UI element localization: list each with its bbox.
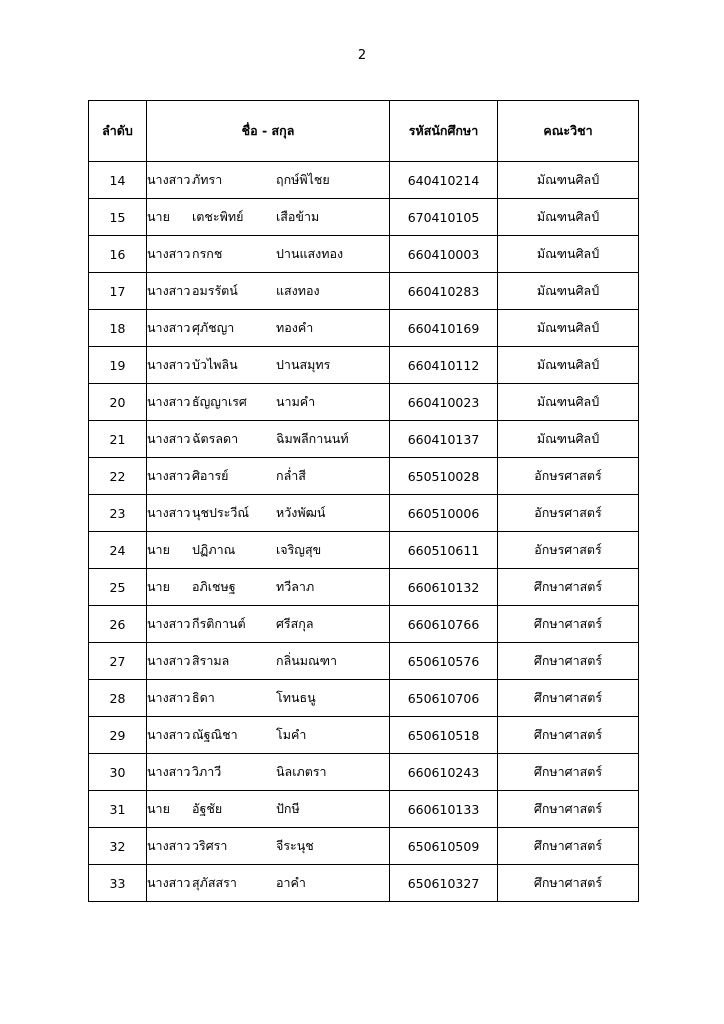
name-group bbox=[147, 688, 389, 708]
last-name: ปานสมุทร bbox=[276, 357, 331, 372]
name-group bbox=[147, 873, 389, 893]
last-name: กลิ่นมณฑา bbox=[276, 653, 338, 668]
last-name: นิลเภตรา bbox=[276, 764, 327, 779]
first-name: บัวไพลิน bbox=[192, 357, 238, 372]
cell-order: 33 bbox=[89, 865, 147, 902]
header-order: ลำดับ bbox=[89, 101, 147, 162]
cell-order: 16 bbox=[89, 236, 147, 273]
table-row bbox=[89, 458, 639, 495]
last-name: กล่ำสี bbox=[276, 468, 306, 483]
name-group bbox=[147, 836, 389, 856]
cell-student-id: 660610243 bbox=[390, 754, 498, 791]
first-name: ศิอารย์ bbox=[192, 468, 229, 483]
cell-faculty: ศึกษาศาสตร์ bbox=[498, 606, 639, 643]
cell-faculty: มัณฑนศิลป์ bbox=[498, 162, 639, 199]
last-name: โมคำ bbox=[276, 727, 307, 742]
table-row bbox=[89, 754, 639, 791]
name-title: นาย bbox=[147, 209, 170, 224]
cell-order: 25 bbox=[89, 569, 147, 606]
name-title: นางสาว bbox=[147, 357, 191, 372]
cell-name bbox=[147, 236, 390, 273]
cell-student-id: 660510006 bbox=[390, 495, 498, 532]
cell-order: 32 bbox=[89, 828, 147, 865]
name-title: นางสาว bbox=[147, 246, 191, 261]
cell-order: 14 bbox=[89, 162, 147, 199]
cell-student-id: 650610509 bbox=[390, 828, 498, 865]
cell-faculty: ศึกษาศาสตร์ bbox=[498, 828, 639, 865]
last-name: เจริญสุข bbox=[276, 542, 322, 557]
name-title: นางสาว bbox=[147, 838, 191, 853]
student-table bbox=[88, 100, 639, 902]
cell-name bbox=[147, 199, 390, 236]
last-name: อาคำ bbox=[276, 875, 306, 890]
cell-student-id: 660410112 bbox=[390, 347, 498, 384]
table-row bbox=[89, 199, 639, 236]
cell-faculty: ศึกษาศาสตร์ bbox=[498, 791, 639, 828]
table-row bbox=[89, 384, 639, 421]
cell-faculty: อักษรศาสตร์ bbox=[498, 532, 639, 569]
name-title: นางสาว bbox=[147, 616, 191, 631]
last-name: ทองคำ bbox=[276, 320, 314, 335]
name-title: นางสาว bbox=[147, 505, 191, 520]
cell-order: 21 bbox=[89, 421, 147, 458]
cell-student-id: 660610132 bbox=[390, 569, 498, 606]
table-row bbox=[89, 532, 639, 569]
name-group bbox=[147, 799, 389, 819]
cell-name bbox=[147, 347, 390, 384]
cell-faculty: มัณฑนศิลป์ bbox=[498, 236, 639, 273]
table-row bbox=[89, 717, 639, 754]
name-group bbox=[147, 281, 389, 301]
name-title: นางสาว bbox=[147, 283, 191, 298]
first-name: ภัทรา bbox=[192, 172, 223, 187]
cell-student-id: 660610133 bbox=[390, 791, 498, 828]
cell-student-id: 650510028 bbox=[390, 458, 498, 495]
last-name: นามคำ bbox=[276, 394, 316, 409]
cell-faculty: อักษรศาสตร์ bbox=[498, 495, 639, 532]
first-name: ปฏิภาณ bbox=[192, 542, 236, 557]
cell-student-id: 660410169 bbox=[390, 310, 498, 347]
name-title: นางสาว bbox=[147, 764, 191, 779]
name-group bbox=[147, 355, 389, 375]
cell-name bbox=[147, 310, 390, 347]
cell-student-id: 660510611 bbox=[390, 532, 498, 569]
table-row bbox=[89, 569, 639, 606]
cell-faculty: ศึกษาศาสตร์ bbox=[498, 717, 639, 754]
cell-name bbox=[147, 458, 390, 495]
name-title: นางสาว bbox=[147, 875, 191, 890]
name-group bbox=[147, 651, 389, 671]
cell-student-id: 650610706 bbox=[390, 680, 498, 717]
name-group bbox=[147, 429, 389, 449]
page-number: 2 bbox=[357, 48, 367, 63]
table-row bbox=[89, 347, 639, 384]
cell-name bbox=[147, 828, 390, 865]
name-group bbox=[147, 762, 389, 782]
cell-name bbox=[147, 643, 390, 680]
header-name: ชื่อ - สกุล bbox=[147, 101, 390, 162]
table-row bbox=[89, 606, 639, 643]
name-group bbox=[147, 244, 389, 264]
cell-order: 27 bbox=[89, 643, 147, 680]
first-name: ฉัตรลดา bbox=[192, 431, 239, 446]
name-group bbox=[147, 577, 389, 597]
cell-name bbox=[147, 495, 390, 532]
first-name: ธัญญาเรศ bbox=[192, 394, 247, 409]
first-name: กรกช bbox=[192, 246, 223, 261]
cell-student-id: 640410214 bbox=[390, 162, 498, 199]
cell-order: 20 bbox=[89, 384, 147, 421]
header-student-id: รหัสนักศึกษา bbox=[390, 101, 498, 162]
first-name: สุภัสสรา bbox=[192, 875, 237, 890]
table-row bbox=[89, 791, 639, 828]
first-name: ศุภัชญา bbox=[192, 320, 235, 335]
name-group bbox=[147, 170, 389, 190]
header-faculty: คณะวิชา bbox=[498, 101, 639, 162]
first-name: ณัฐณิชา bbox=[192, 727, 238, 742]
first-name: นุชประวีณ์ bbox=[192, 505, 250, 520]
name-title: นางสาว bbox=[147, 394, 191, 409]
cell-order: 22 bbox=[89, 458, 147, 495]
table-row bbox=[89, 680, 639, 717]
last-name: ฤกษ์พิไชย bbox=[276, 172, 330, 187]
cell-name bbox=[147, 569, 390, 606]
table-row bbox=[89, 643, 639, 680]
cell-student-id: 660610766 bbox=[390, 606, 498, 643]
name-group bbox=[147, 207, 389, 227]
cell-order: 30 bbox=[89, 754, 147, 791]
cell-order: 23 bbox=[89, 495, 147, 532]
cell-order: 17 bbox=[89, 273, 147, 310]
name-title: นางสาว bbox=[147, 468, 191, 483]
cell-faculty: ศึกษาศาสตร์ bbox=[498, 865, 639, 902]
cell-student-id: 660410023 bbox=[390, 384, 498, 421]
cell-order: 26 bbox=[89, 606, 147, 643]
cell-name bbox=[147, 865, 390, 902]
first-name: อภิเชษฐ bbox=[192, 579, 236, 594]
last-name: ปักษี bbox=[276, 801, 300, 816]
cell-name bbox=[147, 384, 390, 421]
name-group bbox=[147, 318, 389, 338]
name-group bbox=[147, 466, 389, 486]
cell-student-id: 660410137 bbox=[390, 421, 498, 458]
first-name: ธิดา bbox=[192, 690, 215, 705]
name-group bbox=[147, 392, 389, 412]
cell-faculty: มัณฑนศิลป์ bbox=[498, 347, 639, 384]
cell-name bbox=[147, 606, 390, 643]
first-name: เตชะพิทย์ bbox=[192, 209, 244, 224]
cell-student-id: 670410105 bbox=[390, 199, 498, 236]
cell-faculty: มัณฑนศิลป์ bbox=[498, 384, 639, 421]
name-title: นางสาว bbox=[147, 653, 191, 668]
table-row bbox=[89, 828, 639, 865]
name-title: นาย bbox=[147, 801, 170, 816]
cell-faculty: ศึกษาศาสตร์ bbox=[498, 680, 639, 717]
name-group bbox=[147, 540, 389, 560]
cell-order: 15 bbox=[89, 199, 147, 236]
name-group bbox=[147, 614, 389, 634]
first-name: อมรรัตน์ bbox=[192, 283, 238, 298]
cell-student-id: 660410283 bbox=[390, 273, 498, 310]
table-row bbox=[89, 495, 639, 532]
cell-name bbox=[147, 421, 390, 458]
name-group bbox=[147, 503, 389, 523]
cell-name bbox=[147, 791, 390, 828]
name-title: นางสาว bbox=[147, 727, 191, 742]
cell-faculty: มัณฑนศิลป์ bbox=[498, 310, 639, 347]
table-row bbox=[89, 421, 639, 458]
table-row bbox=[89, 865, 639, 902]
cell-order: 18 bbox=[89, 310, 147, 347]
table-row bbox=[89, 236, 639, 273]
first-name: กีรติกานต์ bbox=[192, 616, 246, 631]
table-row bbox=[89, 273, 639, 310]
first-name: วิภาวี bbox=[192, 764, 222, 779]
last-name: หวังพัฒน์ bbox=[276, 505, 326, 520]
cell-student-id: 650610518 bbox=[390, 717, 498, 754]
cell-student-id: 650610327 bbox=[390, 865, 498, 902]
name-title: นาย bbox=[147, 579, 170, 594]
table-row bbox=[89, 162, 639, 199]
cell-student-id: 650610576 bbox=[390, 643, 498, 680]
cell-order: 19 bbox=[89, 347, 147, 384]
cell-faculty: ศึกษาศาสตร์ bbox=[498, 754, 639, 791]
table-header-row bbox=[89, 101, 639, 162]
name-title: นางสาว bbox=[147, 320, 191, 335]
last-name: จีระนุช bbox=[276, 838, 314, 853]
cell-name bbox=[147, 162, 390, 199]
cell-name bbox=[147, 717, 390, 754]
cell-faculty: มัณฑนศิลป์ bbox=[498, 273, 639, 310]
last-name: ทวีลาภ bbox=[276, 579, 315, 594]
first-name: สิรามล bbox=[192, 653, 230, 668]
cell-name bbox=[147, 532, 390, 569]
last-name: ฉิมพลีกานนท์ bbox=[276, 431, 349, 446]
name-title: นางสาว bbox=[147, 172, 191, 187]
first-name: อัฐชัย bbox=[192, 801, 223, 816]
cell-faculty: มัณฑนศิลป์ bbox=[498, 199, 639, 236]
cell-student-id: 660410003 bbox=[390, 236, 498, 273]
cell-name bbox=[147, 680, 390, 717]
cell-order: 24 bbox=[89, 532, 147, 569]
name-title: นางสาว bbox=[147, 431, 191, 446]
table-body bbox=[89, 162, 639, 902]
last-name: ศรีสกุล bbox=[276, 616, 314, 631]
first-name: วริศรา bbox=[192, 838, 228, 853]
cell-faculty: ศึกษาศาสตร์ bbox=[498, 643, 639, 680]
cell-name bbox=[147, 754, 390, 791]
cell-name bbox=[147, 273, 390, 310]
cell-faculty: มัณฑนศิลป์ bbox=[498, 421, 639, 458]
name-group bbox=[147, 725, 389, 745]
last-name: แสงทอง bbox=[276, 283, 320, 298]
cell-order: 28 bbox=[89, 680, 147, 717]
cell-faculty: ศึกษาศาสตร์ bbox=[498, 569, 639, 606]
cell-faculty: อักษรศาสตร์ bbox=[498, 458, 639, 495]
last-name: เสือข้าม bbox=[276, 209, 320, 224]
last-name: โทนธนู bbox=[276, 690, 316, 705]
name-title: นาย bbox=[147, 542, 170, 557]
cell-order: 29 bbox=[89, 717, 147, 754]
table-row bbox=[89, 310, 639, 347]
last-name: ปานแสงทอง bbox=[276, 246, 344, 261]
name-title: นางสาว bbox=[147, 690, 191, 705]
cell-order: 31 bbox=[89, 791, 147, 828]
